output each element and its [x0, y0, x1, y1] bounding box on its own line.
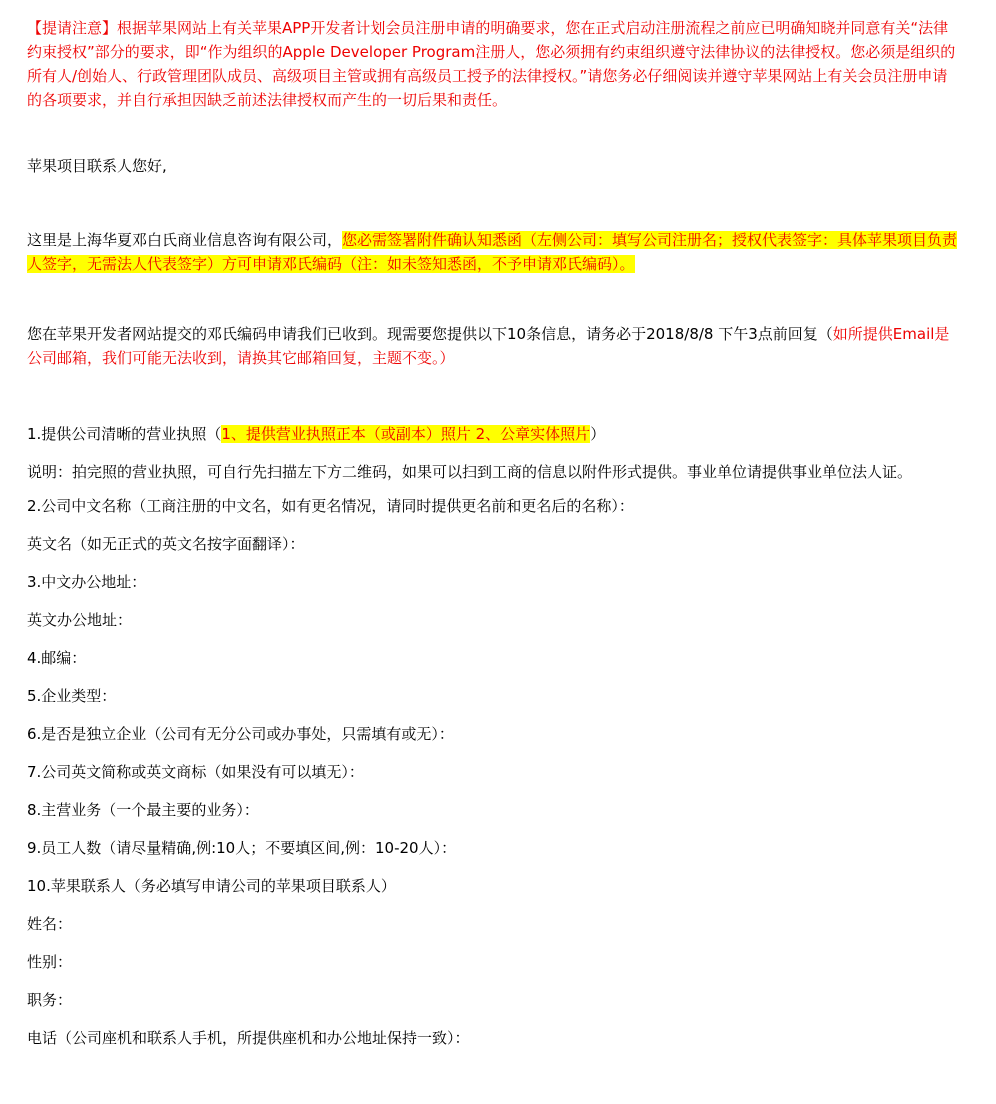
list-item: 7.公司英文简称或英文商标（如果没有可以填无）：: [27, 763, 364, 781]
list-item: 性别：: [27, 953, 73, 971]
list-item: 2.公司中文名称（工商注册的中文名，如有更名情况，请同时提供更名前和更名后的名称）：: [27, 497, 634, 515]
list-item: 英文办公地址：: [27, 611, 133, 629]
list-item: 4.邮编：: [27, 649, 87, 667]
email-body: [27, 16, 962, 1064]
intro-highlight: 您必需签署附件确认知悉函（左侧公司：填写公司注册名；授权代表签字：具体苹果项目负责人签字，无需法人代表签字）方可申请邓氏编码（注：如未签知悉函，不予申请邓氏编码）。: [27, 231, 958, 273]
list-item: 5.企业类型：: [27, 687, 117, 705]
intro-paragraph: [27, 228, 962, 276]
list-item: [27, 422, 962, 446]
list-item: 英文名（如无正式的英文名按字面翻译）：: [27, 535, 305, 553]
list-item: 职务：: [27, 991, 73, 1009]
item-1-prefix: 1.提供公司清晰的营业执照（: [27, 425, 222, 443]
request-paragraph: [27, 322, 962, 370]
list-item: 姓名：: [27, 915, 73, 933]
legal-notice: 【提请注意】根据苹果网站上有关苹果APP开发者计划会员注册申请的明确要求，您在正式启动注册流程之前应已明确知晓并同意有关“法律约束授权”部分的要求，即“作为组织的Apple Developer Program注册人，您必须拥有约束组织遵守法律协议的法律授权。您必须是组织的所有人/创始人、行政管理团队成员、高级项目主管或拥有高级员工授予的法律授权。”请您务必仔细阅读并遵守苹果网站上有关会员注册申请的各项要求，并自行承担因缺乏前述法律授权而产生的一切后果和责任。: [27, 19, 956, 109]
list-item: 说明：拍完照的营业执照，可自行先扫描左下方二维码，如果可以扫到工商的信息以附件形式提供。事业单位请提供事业单位法人证。: [27, 463, 913, 481]
list-item: 3.中文办公地址：: [27, 573, 147, 591]
intro-text: 这里是上海华夏邓白氏商业信息咨询有限公司，: [27, 231, 343, 249]
greeting: 苹果项目联系人您好,: [27, 157, 167, 175]
request-text: 您在苹果开发者网站提交的邓氏编码申请我们已收到。现需要您提供以下10条信息，请务必于2018/8/8 下午3点前回复（: [27, 325, 833, 343]
request-red-note: 如所提供Email是公司邮箱，我们可能无法收到，请换其它邮箱回复，主题不变。）: [27, 325, 950, 367]
list-item: 10.苹果联系人（务必填写申请公司的苹果项目联系人）: [27, 877, 396, 895]
list-item: 电话（公司座机和联系人手机，所提供座机和办公地址保持一致）：: [27, 1029, 470, 1047]
info-list: [27, 422, 962, 1050]
list-item: 6.是否是独立企业（公司有无分公司或办事处，只需填有或无）：: [27, 725, 454, 743]
list-item: 9.员工人数（请尽量精确,例:10人；不要填区间,例：10-20人）：: [27, 839, 457, 857]
item-1-suffix: ）: [590, 425, 606, 443]
item-1-highlight: 1、提供营业执照正本（或副本）照片 2、公章实体照片: [221, 425, 591, 443]
list-item: 8.主营业务（一个最主要的业务）：: [27, 801, 259, 819]
